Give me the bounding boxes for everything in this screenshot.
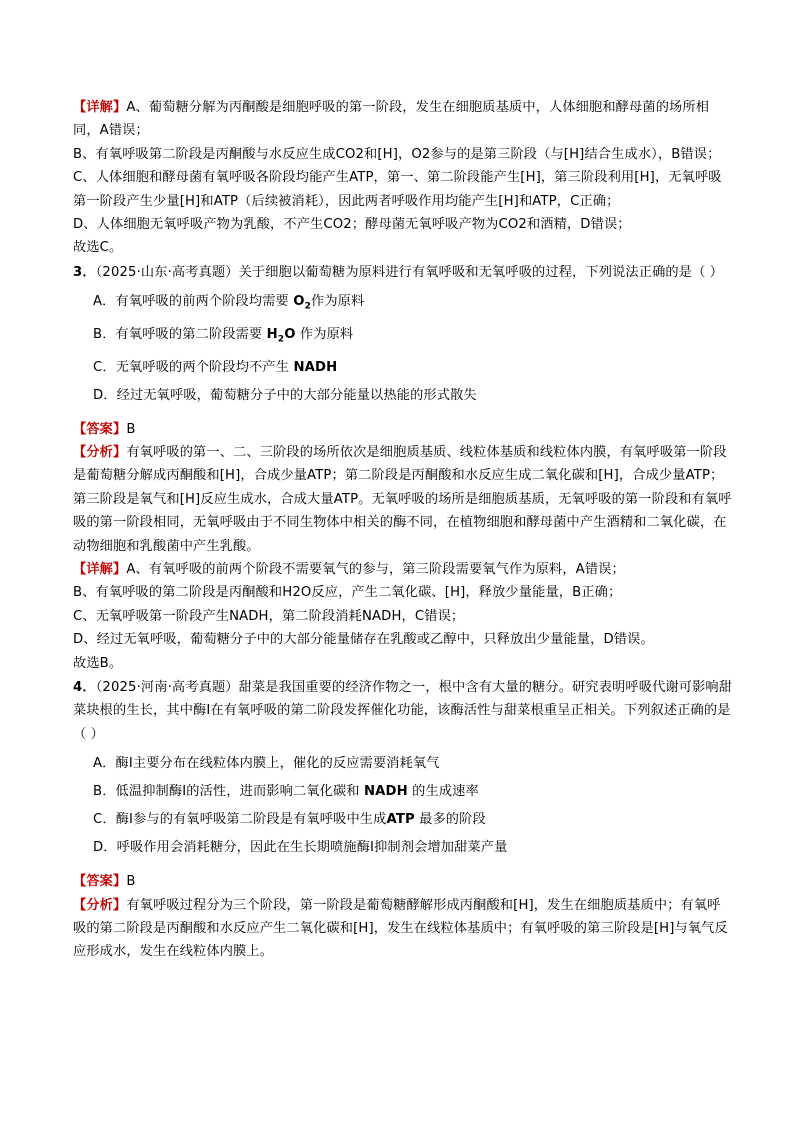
q3-stem-text: 关于细胞以葡萄糖为原料进行有氧呼吸和无氧呼吸的过程，下列说法正确的是（ ） [238, 264, 724, 280]
analysis-text: 有氧呼吸的第一、二、三阶段的场所依次是细胞质基质、线粒体基质和线粒体内膜，有氧呼吸第一阶段是葡萄糖分解成丙酮酸和[H]，合成少量ATP；第二阶段是丙酮酸和水反应生成二氧化碳和[H]，合成少量ATP；第三阶段是氧气和[H]反应生成水，合成大量ATP。无氧呼吸的场所是细胞质基质，无氧呼吸的第一阶段和有氧呼吸的第一阶段相同，无氧呼吸由于不同生物体中相关的酶不同，在植物细胞和酵母菌中产生酒精和二氧化碳，在动物细胞和乳酸菌中产生乳酸。 [73, 444, 732, 554]
chem-subscript: 2 [304, 301, 312, 312]
q3-conclusion: 故选B。 [73, 655, 123, 671]
q2-detail-d: D、人体细胞无氧呼吸产物为乳酸，不产生CO2；酵母菌无氧呼吸产物为CO2和酒精，D错误； [73, 217, 631, 233]
q4-option-a: A．酶Ⅰ主要分布在线粒体内膜上，催化的反应需要消耗氧气 [93, 756, 440, 772]
option-text: A．有氧呼吸的前两个阶段均需要 [93, 294, 294, 310]
q2-detail-a-text: A、葡萄糖分解为丙酮酸是细胞呼吸的第一阶段，发生在细胞质基质中，人体细胞和酵母菌的场所相同，A错误； [73, 100, 710, 139]
option-text: 作为原料 [311, 294, 365, 310]
q4-stem [73, 676, 733, 746]
chem-formula: NADH [293, 359, 338, 375]
q4-number: 4． [73, 680, 96, 695]
option-text: C．酶Ⅰ参与的有氧呼吸第二阶段是有氧呼吸中生成 [93, 812, 387, 828]
chem-formula: ATP [386, 812, 415, 828]
q3-detail-d: D、经过无氧呼吸，葡萄糖分子中的大部分能量储存在乳酸或乙醇中，只释放出少量能量，D错误。 [73, 632, 654, 648]
option-text: 作为原料 [295, 326, 354, 342]
chem-formula: NADH [364, 784, 408, 800]
analysis-tag: 【分析】 [73, 897, 127, 913]
q2-detail-b: B、有氧呼吸第二阶段是丙酮酸与水反应生成CO2和[H]，O2参与的是第三阶段（与[H]结合生成水），B错误； [73, 146, 721, 162]
q3-option-b [73, 321, 733, 354]
detail-tag: 【详解】 [73, 100, 127, 115]
q3-detail-b: B、有氧呼吸的第二阶段是丙酮酸和H2O反应，产生二氧化碳、[H]，释放少量能量，B正确； [73, 585, 622, 601]
q2-detail-a [73, 96, 733, 143]
option-text: B．低温抑制酶Ⅰ的活性，进而影响二氧化碳和 [93, 784, 364, 800]
option-text: B．有氧呼吸的第二阶段需要 [93, 326, 267, 342]
q3-number: 3． [73, 264, 96, 280]
q3-detail-c: C、无氧呼吸第一阶段产生NADH，第二阶段消耗NADH，C错误； [73, 608, 465, 624]
q3-source: （2025·山东·高考真题） [95, 264, 239, 280]
q3-option-d: D．经过无氧呼吸，葡萄糖分子中的大部分能量以热能的形式散失 [93, 387, 477, 403]
detail-text: A、有氧呼吸的前两个阶段不需要氧气的参与，第三阶段需要氧气作为原料，A错误； [126, 561, 625, 577]
option-text: 的生成速率 [407, 784, 479, 800]
q4-option-d: D．呼吸作用会消耗糖分，因此在生长期喷施酶Ⅰ抑制剂会增加甜菜产量 [93, 840, 508, 856]
answer-value: B [126, 421, 136, 437]
q4-option-b [73, 778, 733, 806]
detail-tag: 【详解】 [73, 561, 127, 577]
q4-analysis [73, 894, 733, 964]
q3-answer [73, 418, 733, 441]
answer-value: B [126, 874, 136, 890]
q4-stem-text: 甜菜是我国重要的经济作物之一，根中含有大量的糖分。研究表明呼吸代谢可影响甜菜块根的生长，其中酶Ⅰ在有氧呼吸的第二阶段发挥催化功能，该酶活性与甜菜根重呈正相关。下列叙述正确的是（ ） [73, 680, 733, 742]
answer-tag: 【答案】 [73, 421, 127, 437]
q3-detail-a [73, 558, 733, 581]
q4-source: （2025·河南·高考真题） [95, 680, 239, 695]
q4-answer [73, 870, 733, 893]
q2-detail-c: C、人体细胞和酵母菌有氧呼吸各阶段均能产生ATP，第一、第二阶段能产生[H]，第三阶段利用[H]，无氧呼吸第一阶段产生少量[H]和ATP（后续被消耗），因此两者呼吸作用均能产生[H]和ATP，C正确； [73, 170, 722, 209]
document-page [73, 96, 733, 964]
chem-subscript: 2 [277, 334, 285, 345]
chem-formula: H [266, 326, 278, 342]
analysis-tag: 【分析】 [73, 444, 127, 460]
analysis-text: 有氧呼吸过程分为三个阶段，第一阶段是葡萄糖酵解形成丙酮酸和[H]，发生在细胞质基质中；有氧呼吸的第二阶段是丙酮酸和水反应产生二氧化碳和[H]，发生在线粒体基质中；有氧呼吸的第三阶段是[H]与氧气反应形成水，发生在线粒体内膜上。 [73, 897, 728, 960]
q3-stem [73, 261, 733, 284]
q2-conclusion: 故选C。 [73, 240, 123, 256]
answer-tag: 【答案】 [73, 874, 127, 890]
chem-formula: O [293, 294, 305, 310]
q4-option-c [73, 806, 733, 834]
option-text: C．无氧呼吸的两个阶段均不产生 [93, 359, 294, 375]
q3-analysis [73, 441, 733, 558]
chem-formula: O [284, 326, 296, 342]
q3-option-a [73, 288, 733, 321]
q3-option-c [73, 354, 733, 382]
option-text: 最多的阶段 [414, 812, 486, 828]
